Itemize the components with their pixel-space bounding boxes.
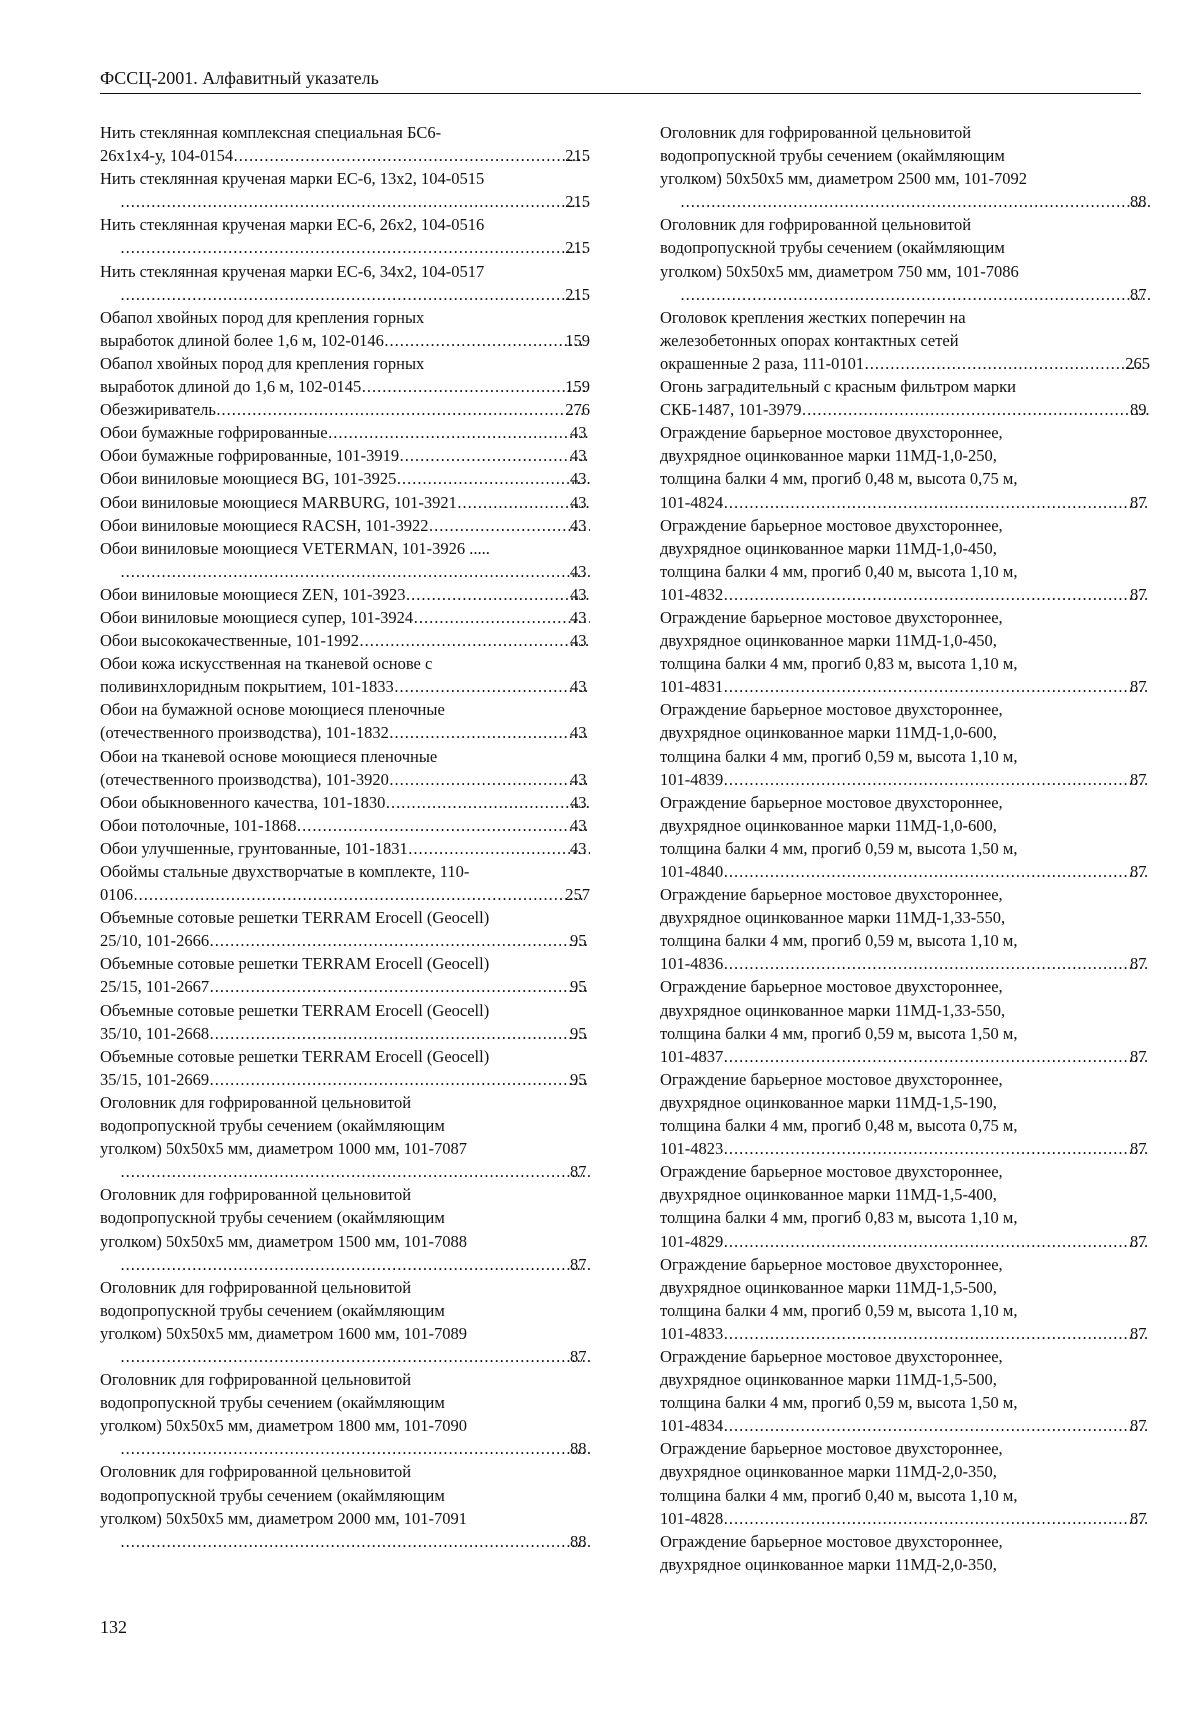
entry-text-line: Оголовник для гофрированной цельновитой (660, 215, 972, 235)
dot-leader (120, 1160, 590, 1183)
entry-leader-line: 35/10, 101-2668 ..... 95 (120, 1022, 590, 1045)
index-entry (100, 1091, 590, 1183)
entry-text-line: 0106 (100, 885, 133, 905)
entry-leader-line: ..... 87 (120, 1160, 590, 1183)
index-entry (660, 421, 1150, 513)
dot-leader (396, 467, 590, 490)
entry-leader-line: ..... 88 (120, 1437, 590, 1460)
entry-text-line: СКБ-1487, 101-3979 (660, 400, 802, 420)
entry-text-line: Обои виниловые моющиеся VETERMAN, 101-3926 ..... (100, 538, 490, 558)
entry-text-line: 101-4840 (660, 862, 724, 881)
entry-text-line: двухрядное оцинкованное марки 11МД-1,33-550, (660, 908, 1006, 928)
entry-text-line: Нить стеклянная крученая марки ЕС-6, 13x2, 104-0515 (100, 169, 485, 189)
entry-leader-line: 101-4834 ..... 87 (680, 1414, 1150, 1437)
entry-text-line: поливинхлоридным покрытием, 101-1833 (100, 677, 394, 697)
index-entry (100, 583, 590, 606)
entry-text-line: Обои виниловые моющиеся MARBURG, 101-3921 (100, 492, 457, 512)
entry-text-line: Обои бумажные гофрированные (100, 423, 328, 443)
entry-leader-line: 101-4837 ..... 87 (680, 1045, 1150, 1068)
entry-text-line: 101-4837 (660, 1046, 724, 1066)
dot-leader (120, 283, 585, 306)
entry-leader-line (660, 352, 1150, 375)
dot-leader (361, 375, 585, 398)
dot-leader (297, 814, 591, 837)
entry-text-line: Ограждение барьерное мостовое двухстороннее, (660, 792, 1003, 812)
index-entry (100, 999, 590, 1045)
index-entry (100, 306, 590, 352)
dot-leader (385, 791, 590, 814)
entry-leader-line: Обои виниловые моющиеся MARBURG, 101-3921 ..... 43 (120, 491, 590, 514)
entry-text-line: Ограждение барьерное мостовое двухстороннее, (660, 515, 1003, 535)
entry-text-line: Обои кожа искусственная на тканевой основе с (100, 654, 433, 674)
entry-text-line: двухрядное оцинкованное марки 11МД-1,0-600, (660, 815, 997, 835)
entry-text-line: Обои потолочные, 101-1868 (100, 815, 297, 835)
entry-leader-line: 101-4828 ..... 87 (680, 1507, 1150, 1530)
entry-text-line: толщина балки 4 мм, прогиб 0,83 м, высота 1,10 м, (660, 1208, 1018, 1228)
entry-text-line: выработок длиной до 1,6 м, 102-0145 (100, 377, 362, 397)
entry-leader-line: Обои улучшенные, грунтованные, 101-1831 ..... 43 (120, 837, 590, 860)
index-entry (660, 975, 1150, 1067)
entry-leader-line: 101-4840 ..... 87 (680, 860, 1150, 883)
dot-leader (723, 675, 1150, 698)
entry-text-line: Оголовник для гофрированной цельновитой (100, 1277, 412, 1297)
entry-text-line: водопропускной трубы сечением (окаймляющим (100, 1208, 445, 1228)
entry-text-line: водопропускной трубы сечением (окаймляющим (100, 1485, 445, 1505)
entry-text-line: Обои обыкновенного качества, 101-1830 (100, 792, 386, 812)
index-entry (660, 375, 1150, 421)
index-entry (660, 1345, 1150, 1437)
entry-leader-line: Обои виниловые моющиеся супер, 101-3924 ..... 43 (120, 606, 590, 629)
entry-leader-line: 101-4836 ..... 87 (680, 952, 1150, 975)
dot-leader (723, 583, 1150, 606)
dot-leader (120, 1437, 590, 1460)
entry-text-line: Оголовник для гофрированной цельновитой (660, 123, 972, 142)
entry-text-line: двухрядное оцинкованное марки 11МД-1,33-550, (660, 1000, 1006, 1020)
entry-text-line: Объемные сотовые решетки TERRAM Erocell (Geocell) (100, 1000, 490, 1020)
entry-text-line: выработок длиной более 1,6 м, 102-0146 (100, 330, 384, 350)
entry-text-line: Ограждение барьерное мостовое двухстороннее, (660, 607, 1003, 627)
index-entry (100, 398, 590, 421)
entry-text-line: 101-4829 (660, 1231, 724, 1251)
entry-text-line: 101-4836 (660, 954, 724, 974)
index-entry (100, 1276, 590, 1368)
entry-text-line: Ограждение барьерное мостовое двухстороннее, (660, 700, 1003, 720)
running-header: ФССЦ-2001. Алфавитный указатель (100, 68, 379, 88)
entry-text-line: толщина балки 4 мм, прогиб 0,40 м, высота 1,10 м, (660, 1485, 1018, 1505)
index-entry (100, 952, 590, 998)
entry-text-line: двухрядное оцинкованное марки 11МД-1,5-500, (660, 1370, 997, 1390)
dot-leader (723, 491, 1150, 514)
entry-text-line: водопропускной трубы сечением (окаймляющим (100, 1393, 445, 1413)
page-reference: 215 (565, 192, 590, 212)
entry-text-line: 26x1x4-у, 104-0154 (100, 146, 234, 166)
entry-text-line: Нить стеклянная крученая марки ЕС-6, 26x2, 104-0516 (100, 215, 485, 235)
dot-leader (406, 583, 591, 606)
dot-leader (120, 1253, 590, 1276)
entry-text-line: толщина балки 4 мм, прогиб 0,59 м, высота 1,10 м, (660, 746, 1018, 766)
entry-text-line: двухрядное оцинкованное марки 11МД-1,0-450, (660, 538, 997, 558)
dot-leader (209, 1022, 590, 1045)
dot-leader (120, 236, 585, 259)
index-entry (660, 1530, 1150, 1576)
index-entry (100, 906, 590, 952)
entry-text-line: уголком) 50x50x5 мм, диаметром 750 мм, 101-7086 (660, 261, 1019, 281)
entry-text-line: Ограждение барьерное мостовое двухстороннее, (660, 1254, 1003, 1274)
index-entry (100, 1045, 590, 1091)
dot-leader (723, 768, 1150, 791)
dot-leader (408, 837, 590, 860)
header-rule (100, 93, 1141, 94)
index-entry (660, 1253, 1150, 1345)
page-reference: 159 (565, 377, 590, 397)
entry-text-line: Обоймы стальные двухстворчатые в комплекте, 110- (100, 862, 470, 881)
dot-leader (389, 721, 590, 744)
entry-leader-line: Обои высококачественные, 101-1992 ..... 43 (120, 629, 590, 652)
dot-leader (384, 329, 585, 352)
index-entry (100, 1460, 590, 1552)
entry-leader-line: Обои потолочные, 101-1868 ..... 43 (120, 814, 590, 837)
dot-leader (864, 352, 1145, 375)
entry-leader-line: (отечественного производства), 101-1832 ..... 43 (120, 721, 590, 744)
dot-leader (209, 1068, 590, 1091)
dot-leader (428, 514, 590, 537)
index-entry (660, 1160, 1150, 1252)
dot-leader (680, 190, 1150, 213)
dot-leader (233, 144, 585, 167)
entry-text-line: толщина балки 4 мм, прогиб 0,59 м, высота 1,10 м, (660, 931, 1018, 951)
index-entry (660, 1068, 1150, 1160)
entry-text-line: двухрядное оцинкованное марки 11МД-1,0-250, (660, 446, 997, 466)
entry-leader-line: ..... 43 (120, 560, 590, 583)
index-entry (660, 306, 1150, 375)
entry-text-line: 101-4824 (660, 492, 724, 512)
entry-text-line: уголком) 50x50x5 мм, диаметром 1500 мм, 101-7088 (100, 1231, 468, 1251)
entry-text-line: двухрядное оцинкованное марки 11МД-1,0-450, (660, 631, 997, 651)
entry-leader-line: 101-4831 ..... 87 (680, 675, 1150, 698)
entry-leader-line (100, 398, 590, 421)
index-entry (100, 491, 590, 514)
entry-leader-line: 101-4824 ..... 87 (680, 491, 1150, 514)
entry-text-line: 101-4823 (660, 1139, 724, 1159)
dot-leader (120, 1530, 590, 1553)
entry-text-line: Объемные сотовые решетки TERRAM Erocell (Geocell) (100, 1046, 490, 1066)
entry-leader-line (120, 236, 590, 259)
entry-text-line: окрашенные 2 раза, 111-0101 (660, 353, 865, 373)
entry-text-line: Ограждение барьерное мостовое двухстороннее, (660, 977, 1003, 997)
index-entry (660, 121, 1150, 213)
entry-text-line: Обои высококачественные, 101-1992 (100, 631, 359, 651)
index-entry (660, 514, 1150, 606)
dot-leader (723, 1045, 1150, 1068)
entry-text-line: толщина балки 4 мм, прогиб 0,48 м, высота 0,75 м, (660, 1116, 1018, 1136)
index-entry (100, 652, 590, 698)
entry-text-line: двухрядное оцинкованное марки 11МД-2,0-350, (660, 1554, 997, 1574)
entry-text-line: уголком) 50x50x5 мм, диаметром 2500 мм, 101-7092 (660, 169, 1028, 189)
entry-text-line: Ограждение барьерное мостовое двухстороннее, (660, 1439, 1003, 1459)
entry-text-line: 101-4831 (660, 677, 724, 697)
index-entry (660, 883, 1150, 975)
dot-leader (120, 190, 585, 213)
entry-leader-line: Обои бумажные гофрированные, 101-3919 ..... 43 (120, 444, 590, 467)
entry-text-line: Ограждение барьерное мостовое двухстороннее, (660, 423, 1003, 443)
entry-leader-line: ..... 87 (680, 283, 1150, 306)
entry-leader-line (120, 190, 590, 213)
entry-text-line: железобетонных опорах контактных сетей (660, 330, 959, 350)
index-entry (100, 514, 590, 537)
entry-leader-line: ..... 87 (120, 1253, 590, 1276)
entry-leader-line: 101-4823 ..... 87 (680, 1137, 1150, 1160)
entry-text-line: Ограждение барьерное мостовое двухстороннее, (660, 1346, 1003, 1366)
entry-text-line: водопропускной трубы сечением (окаймляющим (660, 146, 1005, 166)
entry-leader-line: 101-4833 ..... 87 (680, 1322, 1150, 1345)
page-reference: 215 (565, 238, 590, 258)
dot-leader (328, 421, 590, 444)
index-entry (100, 421, 590, 444)
entry-text-line: толщина балки 4 мм, прогиб 0,40 м, высота 1,10 м, (660, 561, 1018, 581)
index-column-left (100, 121, 590, 1553)
entry-text-line: двухрядное оцинкованное марки 11МД-1,5-190, (660, 1092, 997, 1112)
index-entry (100, 860, 590, 906)
page-reference: 276 (565, 400, 590, 420)
entry-leader-line: ..... 87 (120, 1345, 590, 1368)
index-entry (100, 814, 590, 837)
entry-text-line: 101-4828 (660, 1508, 724, 1528)
entry-leader-line (100, 144, 590, 167)
entry-leader-line (100, 375, 590, 398)
entry-text-line: Обои на бумажной основе моющиеся пленочные (100, 700, 445, 720)
index-entry (100, 260, 590, 306)
index-entry (100, 537, 590, 583)
page-number: 132 (100, 1617, 127, 1637)
dot-leader (389, 768, 590, 791)
entry-text-line: водопропускной трубы сечением (окаймляющим (100, 1116, 445, 1136)
entry-text-line: Оголовник для гофрированной цельновитой (100, 1185, 412, 1205)
entry-text-line: Оголовник для гофрированной цельновитой (100, 1092, 412, 1112)
entry-leader-line (100, 883, 590, 906)
entry-text-line: толщина балки 4 мм, прогиб 0,48 м, высота 0,75 м, (660, 469, 1018, 489)
dot-leader (723, 1322, 1150, 1345)
entry-leader-line: 35/15, 101-2669 ..... 95 (120, 1068, 590, 1091)
entry-text-line: Ограждение барьерное мостовое двухстороннее, (660, 1531, 1003, 1551)
index-entry (660, 606, 1150, 698)
entry-text-line: уголком) 50x50x5 мм, диаметром 2000 мм, 101-7091 (100, 1508, 468, 1528)
entry-text-line: Нить стеклянная комплексная специальная БС6- (100, 123, 442, 142)
entry-text-line: (отечественного производства), 101-3920 (100, 769, 389, 789)
entry-text-line: Обои виниловые моющиеся супер, 101-3924 (100, 607, 414, 627)
entry-text-line: Обои улучшенные, грунтованные, 101-1831 (100, 838, 408, 858)
entry-text-line: Нить стеклянная крученая марки ЕС-6, 34x2, 104-0517 (100, 261, 485, 281)
entry-text-line: толщина балки 4 мм, прогиб 0,83 м, высота 1,10 м, (660, 654, 1018, 674)
dot-leader (133, 883, 585, 906)
dot-leader (394, 675, 590, 698)
dot-leader (209, 975, 590, 998)
entry-leader-line: 101-4839 ..... 87 (680, 768, 1150, 791)
entry-leader-line: 25/15, 101-2667 ..... 95 (120, 975, 590, 998)
entry-leader-line: 25/10, 101-2666 ..... 95 (120, 929, 590, 952)
dot-leader (723, 860, 1150, 883)
dot-leader (801, 398, 1150, 421)
index-entry (100, 698, 590, 744)
entry-text-line: двухрядное оцинкованное марки 11МД-2,0-350, (660, 1462, 997, 1482)
index-entry (100, 745, 590, 791)
entry-leader-line: Обои виниловые моющиеся ZEN, 101-3923 ..... 43 (120, 583, 590, 606)
entry-leader-line: Обои виниловые моющиеся RACSH, 101-3922 ..... 43 (120, 514, 590, 537)
entry-text-line: толщина балки 4 мм, прогиб 0,59 м, высота 1,10 м, (660, 1300, 1018, 1320)
entry-leader-line: Обои виниловые моющиеся BG, 101-3925 ..... 43 (120, 467, 590, 490)
index-entry (660, 213, 1150, 305)
page-reference: 257 (565, 885, 590, 905)
dot-leader (216, 398, 585, 421)
entry-text-line: уголком) 50x50x5 мм, диаметром 1600 мм, 101-7089 (100, 1323, 468, 1343)
dot-leader (723, 952, 1150, 975)
dot-leader (120, 560, 590, 583)
entry-leader-line: Обои обыкновенного качества, 101-1830 ..... 43 (120, 791, 590, 814)
entry-text-line: Обапол хвойных пород для крепления горных (100, 307, 425, 327)
entry-text-line: уголком) 50x50x5 мм, диаметром 1000 мм, 101-7087 (100, 1139, 468, 1159)
page-reference: 215 (565, 146, 590, 166)
dot-leader (359, 629, 590, 652)
entry-text-line: Объемные сотовые решетки TERRAM Erocell (Geocell) (100, 954, 490, 974)
entry-leader-line: поливинхлоридным покрытием, 101-1833 ..... 43 (120, 675, 590, 698)
index-entry (660, 1437, 1150, 1529)
entry-text-line: Обои виниловые моющиеся BG, 101-3925 (100, 469, 397, 489)
entry-text-line: двухрядное оцинкованное марки 11МД-1,5-500, (660, 1277, 997, 1297)
dot-leader (399, 444, 590, 467)
entry-text-line: двухрядное оцинкованное марки 11МД-1,5-400, (660, 1185, 997, 1205)
entry-text-line: Оголовник для гофрированной цельновитой (100, 1462, 412, 1482)
entry-text-line: 35/15, 101-2669 (100, 1069, 210, 1089)
dot-leader (723, 1230, 1150, 1253)
entry-text-line: (отечественного производства), 101-1832 (100, 723, 389, 743)
entry-text-line: Обои на тканевой основе моющиеся пленочные (100, 746, 438, 766)
entry-leader-line: (отечественного производства), 101-3920 ..... 43 (120, 768, 590, 791)
dot-leader (413, 606, 590, 629)
entry-text-line: Оголовник для гофрированной цельновитой (100, 1370, 412, 1390)
entry-text-line: Обои виниловые моющиеся RACSH, 101-3922 (100, 515, 429, 535)
index-entry (100, 1183, 590, 1275)
index-entry (100, 121, 590, 167)
entry-text-line: 101-4833 (660, 1323, 724, 1343)
entry-leader-line: 101-4832 ..... 87 (680, 583, 1150, 606)
index-column-right (660, 121, 1150, 1576)
entry-text-line: 25/10, 101-2666 (100, 931, 210, 951)
index-entry (100, 467, 590, 490)
entry-text-line: Объемные сотовые решетки TERRAM Erocell (Geocell) (100, 908, 490, 928)
index-entry (660, 698, 1150, 790)
entry-text-line: 101-4839 (660, 769, 724, 789)
entry-leader-line (120, 283, 590, 306)
entry-text-line: толщина балки 4 мм, прогиб 0,59 м, высота 1,50 м, (660, 1023, 1018, 1043)
index-entry (100, 352, 590, 398)
entry-text-line: Ограждение барьерное мостовое двухстороннее, (660, 1069, 1003, 1089)
entry-text-line: Ограждение барьерное мостовое двухстороннее, (660, 885, 1003, 905)
dot-leader (120, 1345, 590, 1368)
entry-text-line: Оголовок крепления жестких поперечин на (660, 307, 966, 327)
index-entry (100, 213, 590, 259)
entry-text-line: двухрядное оцинкованное марки 11МД-1,0-600, (660, 723, 997, 743)
entry-text-line: водопропускной трубы сечением (окаймляющим (100, 1300, 445, 1320)
entry-text-line: уголком) 50x50x5 мм, диаметром 1800 мм, 101-7090 (100, 1416, 468, 1436)
entry-text-line: Ограждение барьерное мостовое двухстороннее, (660, 1162, 1003, 1182)
index-entry (100, 167, 590, 213)
dot-leader (723, 1414, 1150, 1437)
entry-text-line: 35/10, 101-2668 (100, 1023, 210, 1043)
entry-text-line: толщина балки 4 мм, прогиб 0,59 м, высота 1,50 м, (660, 838, 1018, 858)
page-reference: 215 (565, 284, 590, 304)
dot-leader (723, 1137, 1150, 1160)
entry-text-line: толщина балки 4 мм, прогиб 0,59 м, высота 1,50 м, (660, 1393, 1018, 1413)
page-reference: 265 (1125, 353, 1150, 373)
entry-text-line: Обапол хвойных пород для крепления горных (100, 353, 425, 373)
page-reference: 159 (565, 330, 590, 350)
index-entry (660, 791, 1150, 883)
entry-leader-line: Обои бумажные гофрированные ..... 43 (120, 421, 590, 444)
index-entry (100, 606, 590, 629)
entry-leader-line: ..... 88 (680, 190, 1150, 213)
entry-text-line: 101-4834 (660, 1416, 724, 1436)
entry-text-line: Огонь заградительный с красным фильтром марки (660, 377, 1016, 397)
dot-leader (723, 1507, 1150, 1530)
index-entry (100, 1368, 590, 1460)
entry-text-line: 25/15, 101-2667 (100, 977, 210, 997)
entry-text-line: Обои виниловые моющиеся ZEN, 101-3923 (100, 584, 406, 604)
index-entry (100, 444, 590, 467)
entry-text-line: 101-4832 (660, 584, 724, 604)
index-entry (100, 837, 590, 860)
entry-text-line: Обезжириватель (100, 400, 216, 420)
entry-text-line: водопропускной трубы сечением (окаймляющим (660, 238, 1005, 258)
index-entry (100, 629, 590, 652)
entry-leader-line: СКБ-1487, 101-3979 ..... 89 (680, 398, 1150, 421)
entry-leader-line (100, 329, 590, 352)
entry-leader-line: 101-4829 ..... 87 (680, 1230, 1150, 1253)
index-entry (100, 791, 590, 814)
entry-text-line: Обои бумажные гофрированные, 101-3919 (100, 446, 400, 466)
entry-leader-line: ..... 88 (120, 1530, 590, 1553)
dot-leader (680, 283, 1150, 306)
dot-leader (209, 929, 590, 952)
